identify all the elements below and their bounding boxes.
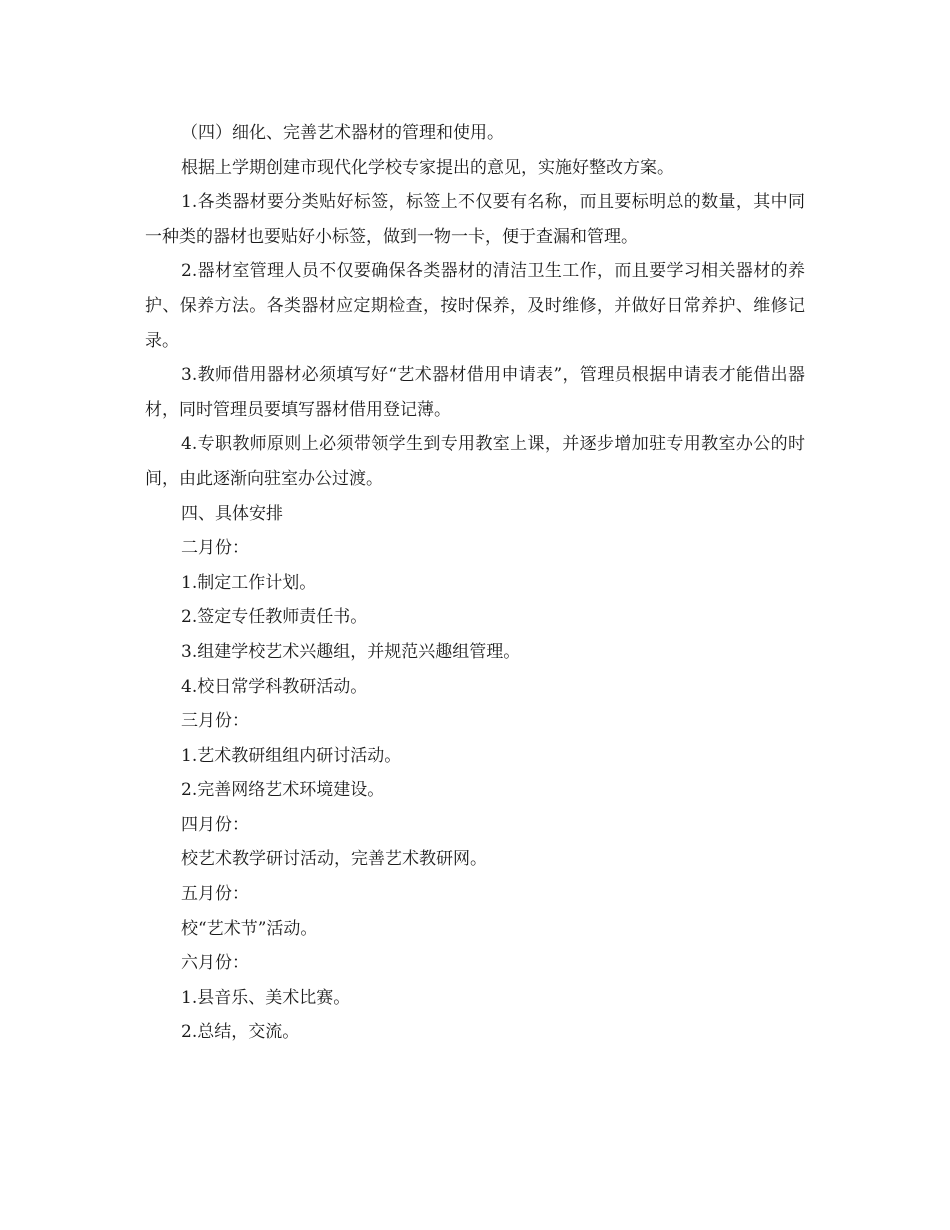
list-item: 2.签定专任教师责任书。 [181,607,368,628]
month-heading-february: 二月份： [181,538,249,559]
month-heading-may: 五月份： [181,884,249,905]
month-heading-april: 四月份： [181,814,249,835]
paragraph-item-3: 3.教师借用器材必须填写好“艺术器材借用申请表”，管理员根据申请表才能借出器材，同时管理员要填写器材借用登记薄。 [145,365,805,420]
list-item: 1.制定工作计划。 [181,572,317,593]
list-item: 3.组建学校艺术兴趣组，并规范兴趣组管理。 [181,641,521,662]
list-item: 1.县音乐、美术比赛。 [181,987,351,1008]
list-item: 2.完善网络艺术环境建设。 [181,780,385,801]
paragraph-item-2: 2.器材室管理人员不仅要确保各类器材的清洁卫生工作，而且要学习相关器材的养护、保养方法。各类器材应定期检查，按时保养，及时维修，并做好日常养护、维修记录。 [145,261,805,351]
paragraph-item-1: 1.各类器材要分类贴好标签，标签上不仅要有名称，而且要标明总的数量，其中同一种类的器材也要贴好小标签，做到一物一卡，便于查漏和管理。 [145,192,805,247]
paragraph-item-4: 4.专职教师原则上必须带领学生到专用教室上课，并逐步增加驻专用教室办公的时间，由此逐渐向驻室办公过渡。 [145,434,805,489]
paragraph-intro: 根据上学期创建市现代化学校专家提出的意见，实施好整改方案。 [181,157,674,178]
month-heading-june: 六月份： [181,953,249,974]
list-item: 2.总结，交流。 [181,1022,300,1043]
list-item: 4.校日常学科教研活动。 [181,676,368,697]
document-body [145,116,805,1050]
list-item: 校“艺术节”活动。 [181,918,318,939]
list-item: 校艺术教学研讨活动，完善艺术教研网。 [181,849,487,870]
section-heading-equipment: （四）细化、完善艺术器材的管理和使用。 [181,123,504,143]
list-item: 1.艺术教研组组内研讨活动。 [181,745,402,766]
section-heading-schedule: 四、具体安排 [181,503,283,524]
month-heading-march: 三月份： [181,711,249,732]
